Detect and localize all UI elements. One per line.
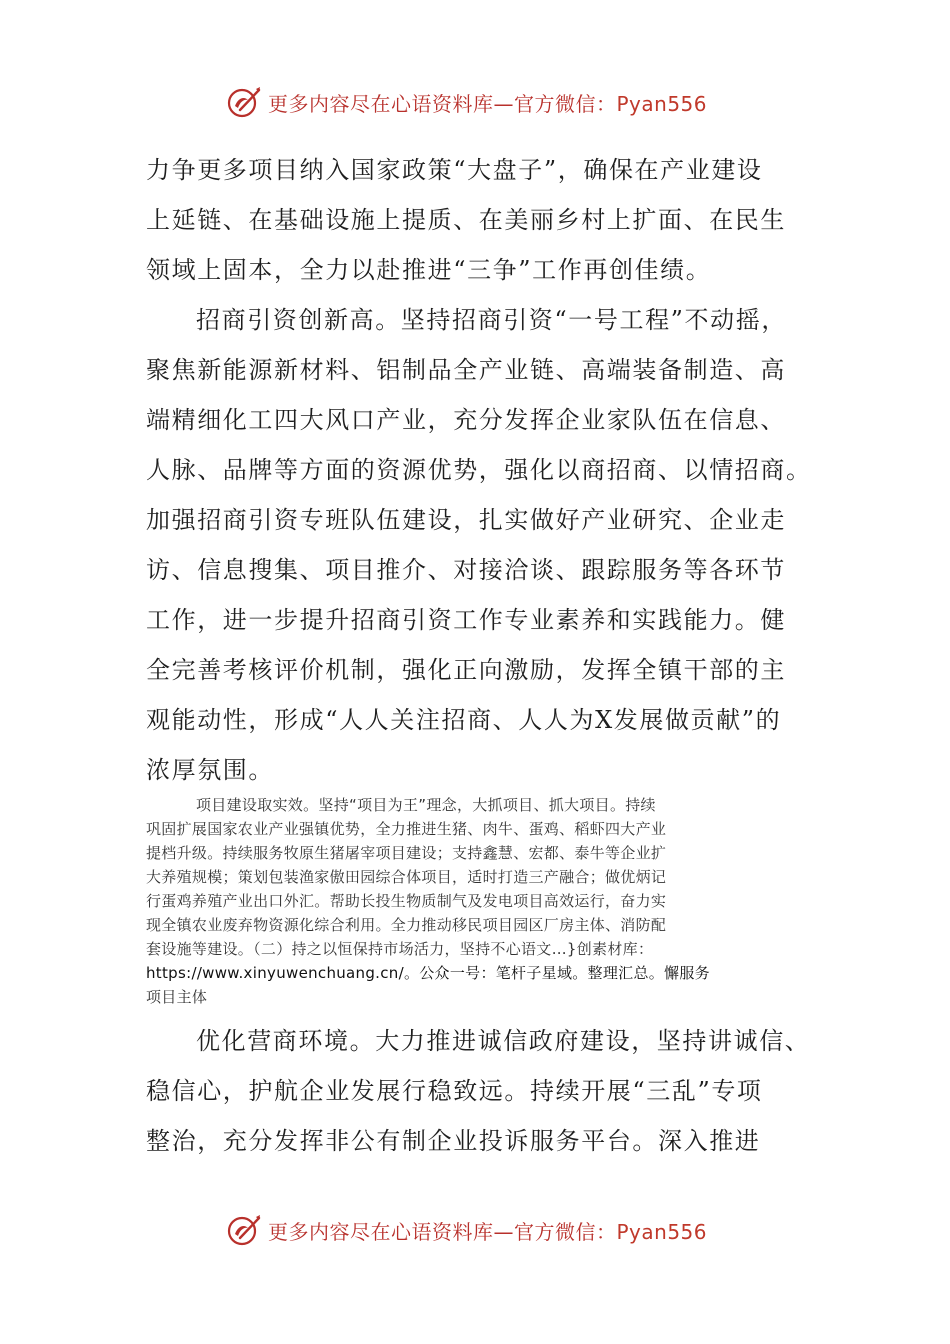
text-line: 优化营商环境。大力推进诚信政府建设，坚持讲诚信、	[196, 1027, 811, 1055]
wechat-id: Pyan556	[616, 1219, 708, 1244]
text-line: 上延链、在基础设施上提质、在美丽乡村上扩面、在民生	[146, 206, 786, 234]
text-line: 提档升级。持续服务牧原生猪屠宰项目建设；支持鑫慧、宏都、泰牛等企业扩	[146, 844, 667, 862]
text-line: 全完善考核评价机制，强化正向激励，发挥全镇干部的主	[146, 656, 786, 684]
header-watermark-banner	[226, 80, 707, 124]
text-line: 领域上固本，全力以赴推进“三争”工作再创佳绩。	[146, 256, 712, 284]
text-line: 项目建设取实效。坚持“项目为王”理念，大抓项目、抓大项目。持续	[196, 796, 656, 814]
text-line: 端精细化工四大风口产业，充分发挥企业家队伍在信息、	[146, 406, 786, 434]
text-line: 整治，充分发挥非公有制企业投诉服务平台。深入推进	[146, 1127, 761, 1155]
text-line: 巩固扩展国家农业产业强镇优势，全力推进生猪、肉牛、蛋鸡、稻虾四大产业	[146, 820, 667, 838]
text-line: 套设施等建设。（二）持之以恒保持市场活力，坚持不心语文…}创素材库：	[146, 940, 654, 958]
pen-logo-icon	[226, 84, 262, 120]
text-line: 稳信心，护航企业发展行稳致远。持续开展“三乱”专项	[146, 1077, 763, 1105]
text-line: 浓厚氛围。	[146, 756, 274, 784]
text-line: 人脉、品牌等方面的资源优势，强化以商招商、以情招商。	[146, 456, 812, 484]
footer-watermark-banner	[226, 1208, 707, 1252]
text-line: https://www.xinyuwenchuang.cn/。公众一号：笔杆子星域。整理汇总。懈服务	[146, 964, 710, 982]
text-line: 现全镇农业废弃物资源化综合利用。全力推动移民项目园区厂房主体、消防配	[146, 916, 667, 934]
banner-text: 更多内容尽在心语资料库—官方微信：Pyan556	[268, 1219, 708, 1244]
text-line: 行蛋鸡养殖产业出口外汇。帮助长投生物质制气及发电项目高效运行，奋力实	[146, 892, 667, 910]
wechat-id: Pyan556	[616, 91, 708, 116]
text-line: 聚焦新能源新材料、铝制品全产业链、高端装备制造、高	[146, 356, 786, 384]
text-line: 观能动性，形成“人人关注招商、人人为X发展做贡献”的	[146, 706, 782, 734]
text-line: 力争更多项目纳入国家政策“大盘子”，确保在产业建设	[146, 156, 763, 184]
text-line: 加强招商引资专班队伍建设，扎实做好产业研究、企业走	[146, 506, 786, 534]
banner-text: 更多内容尽在心语资料库—官方微信：Pyan556	[268, 91, 708, 116]
pen-logo-icon	[226, 1212, 262, 1248]
text-line: 项目主体	[146, 988, 208, 1006]
text-line: 招商引资创新高。坚持招商引资“一号工程”不动摇，	[196, 306, 787, 334]
text-line: 大养殖规模；策划包装渔家傲田园综合体项目，适时打造三产融合；做优炳记	[146, 868, 667, 886]
text-line: 工作，进一步提升招商引资工作专业素养和实践能力。健	[146, 606, 786, 634]
text-line: 访、信息搜集、项目推介、对接洽谈、跟踪服务等各环节	[146, 556, 786, 584]
